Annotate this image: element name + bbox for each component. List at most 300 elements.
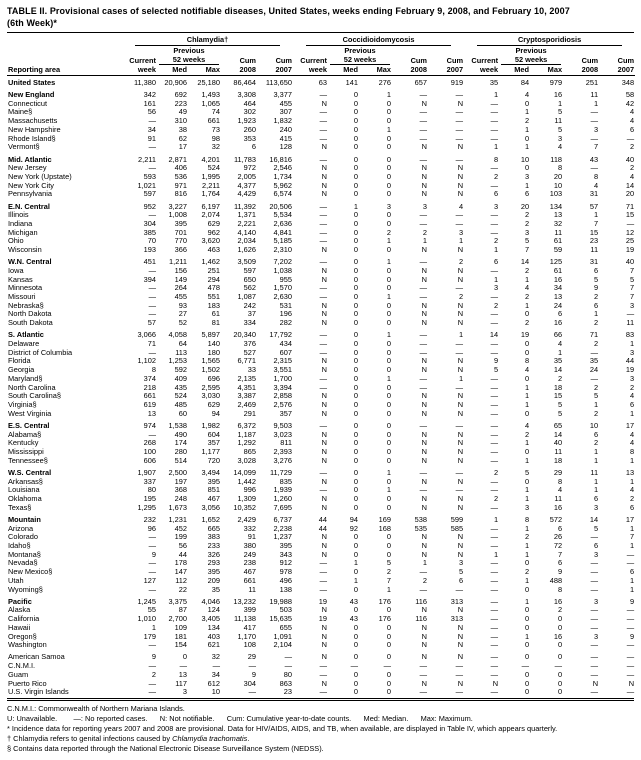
value-cell: 865: [243, 447, 256, 456]
value-cell: 1,038: [273, 265, 292, 275]
value-cell: N: [421, 678, 427, 688]
value-cell: 0: [386, 447, 391, 456]
value-cell: N: [457, 408, 464, 418]
value-cell: —: [148, 283, 156, 293]
value-cell: —: [490, 558, 499, 568]
page: [7, 6, 634, 754]
value-cell: 9: [493, 356, 499, 366]
value-cell: —: [490, 218, 499, 228]
value-cell: 260: [243, 124, 256, 134]
value-cell: 1,021: [137, 180, 156, 190]
value-cell: —: [319, 567, 327, 577]
value-cell: 14,099: [233, 467, 256, 477]
value-cell: —: [626, 687, 635, 697]
value-cell: 409: [174, 373, 187, 383]
value-cell: 15,635: [269, 614, 292, 624]
value-cell: 2: [524, 210, 530, 220]
value-cell: 0: [353, 116, 358, 126]
value-cell: 1: [524, 631, 530, 641]
value-cell: 44: [318, 514, 327, 524]
value-cell: 2: [524, 318, 530, 328]
value-cell: —: [419, 661, 427, 671]
value-cell: N: [421, 391, 427, 401]
value-cell: 0: [386, 408, 391, 418]
value-cell: 5: [557, 408, 563, 418]
value-cell: 0: [353, 678, 358, 688]
cum-2008-header: 2008: [563, 65, 599, 76]
value-cell: 3: [386, 201, 391, 211]
value-cell: N: [457, 447, 464, 456]
value-cell: 35: [553, 356, 563, 366]
value-cell: 32: [211, 142, 220, 152]
value-cell: 93: [178, 300, 187, 310]
reporting-area-cell: Vermont§: [8, 142, 40, 152]
value-cell: 503: [279, 605, 292, 615]
value-cell: 1,260: [273, 494, 292, 504]
value-cell: 0: [353, 154, 358, 164]
value-cell: 0: [353, 455, 358, 465]
value-cell: 20: [520, 201, 530, 211]
value-cell: 26: [553, 532, 563, 542]
value-cell: 4: [524, 365, 530, 375]
value-cell: 0: [353, 476, 358, 486]
value-cell: 1: [629, 455, 635, 465]
value-cell: 3,494: [201, 467, 220, 477]
value-cell: 2: [524, 292, 530, 302]
value-cell: 0: [353, 133, 358, 143]
value-cell: 4: [629, 171, 635, 181]
cum-2007-header: 2007: [257, 65, 293, 76]
value-cell: 116: [415, 614, 427, 624]
value-cell: 0: [353, 467, 358, 477]
value-cell: —: [490, 339, 499, 349]
value-cell: 1: [629, 584, 635, 594]
value-cell: 44: [318, 523, 327, 533]
value-cell: 1,371: [237, 210, 256, 220]
value-cell: 0: [353, 180, 358, 190]
value-cell: 15: [589, 227, 599, 237]
value-cell: 35: [489, 77, 499, 87]
value-cell: 0: [557, 622, 563, 632]
value-cell: 337: [143, 476, 156, 486]
value-cell: —: [490, 180, 499, 190]
value-cell: 2: [524, 265, 530, 275]
value-cell: 280: [174, 447, 187, 456]
value-cell: 592: [174, 365, 187, 375]
cum-label: Cum: [617, 56, 635, 66]
value-cell: 0: [353, 292, 358, 302]
value-cell: N: [421, 189, 427, 199]
value-cell: —: [455, 90, 464, 100]
value-cell: —: [590, 347, 599, 357]
value-cell: 169: [378, 514, 391, 524]
value-cell: 5,897: [201, 330, 220, 340]
cum-2007-header: 2007: [428, 65, 464, 76]
value-cell: —: [148, 116, 156, 126]
value-cell: 0: [353, 408, 358, 418]
spacer: [122, 46, 157, 55]
reporting-area-cell: Louisiana: [8, 485, 40, 495]
value-cell: 0: [353, 567, 358, 577]
value-cell: 4,429: [237, 189, 256, 199]
value-cell: N: [421, 98, 427, 108]
value-cell: 13: [147, 408, 156, 418]
value-cell: 19: [318, 614, 327, 624]
value-cell: —: [455, 210, 464, 220]
value-cell: —: [490, 614, 499, 624]
value-cell: —: [626, 605, 635, 615]
value-cell: N: [321, 180, 327, 190]
value-cell: 5: [524, 467, 530, 477]
value-cell: 326: [207, 549, 220, 559]
value-cell: —: [455, 339, 464, 349]
value-cell: —: [490, 420, 499, 430]
value-cell: N: [457, 476, 464, 486]
value-cell: 23: [283, 687, 292, 697]
value-cell: N: [421, 429, 427, 439]
value-cell: 455: [174, 292, 187, 302]
reporting-area-cell: Missouri: [8, 292, 36, 302]
value-cell: 11: [590, 245, 599, 255]
reporting-area-cell: Michigan: [8, 227, 38, 237]
value-cell: 2: [493, 171, 499, 181]
value-cell: 0: [386, 339, 391, 349]
value-cell: 2: [557, 605, 563, 615]
value-cell: 0: [386, 133, 391, 143]
value-cell: 1: [593, 447, 599, 456]
value-cell: —: [590, 605, 599, 615]
value-cell: 1,170: [237, 631, 256, 641]
value-cell: 3,030: [201, 391, 220, 401]
value-cell: 6: [593, 265, 599, 275]
value-cell: N: [421, 408, 427, 418]
value-cell: N: [421, 142, 427, 152]
value-cell: 2: [629, 494, 635, 504]
value-cell: 0: [386, 476, 391, 486]
value-cell: 463: [207, 245, 220, 255]
value-cell: 64: [178, 339, 187, 349]
value-cell: 94: [211, 408, 220, 418]
value-cell: 9: [593, 283, 599, 293]
value-cell: 0: [386, 98, 391, 108]
value-cell: 174: [174, 438, 187, 448]
value-cell: 1: [629, 523, 635, 533]
value-cell: 72: [553, 541, 563, 551]
value-cell: —: [148, 678, 156, 688]
value-cell: 66: [553, 330, 563, 340]
value-cell: 451: [143, 257, 156, 267]
value-cell: 24: [589, 365, 599, 375]
value-cell: 0: [386, 391, 391, 401]
value-cell: 22: [178, 584, 187, 594]
value-cell: 1: [458, 373, 464, 383]
value-cell: 40: [625, 257, 635, 267]
reporting-area-cell: American Samoa: [8, 652, 65, 662]
value-cell: 11: [626, 318, 635, 328]
value-cell: —: [319, 373, 327, 383]
value-cell: 0: [524, 476, 530, 486]
value-cell: 655: [279, 622, 292, 632]
value-cell: 0: [524, 678, 530, 688]
value-cell: 0: [353, 687, 358, 697]
reporting-area-cell: Arkansas§: [8, 476, 43, 486]
value-cell: 3: [629, 300, 635, 310]
value-cell: N: [321, 502, 327, 512]
value-cell: 1,652: [201, 514, 220, 524]
value-cell: N: [457, 318, 464, 328]
value-cell: —: [319, 292, 327, 302]
value-cell: 179: [143, 631, 156, 641]
value-cell: N: [321, 163, 327, 173]
value-cell: 1: [493, 245, 499, 255]
value-cell: 2,104: [273, 640, 292, 650]
value-cell: 3,377: [273, 90, 292, 100]
value-cell: N: [457, 455, 464, 465]
reporting-area-cell: Alabama§: [8, 429, 42, 439]
value-cell: 1: [629, 408, 635, 418]
value-cell: 0: [353, 347, 358, 357]
value-cell: N: [457, 142, 464, 152]
value-cell: 44: [178, 549, 187, 559]
value-cell: 1,995: [201, 171, 220, 181]
value-cell: 8: [557, 584, 563, 594]
value-cell: 0: [524, 652, 530, 662]
value-cell: —: [455, 124, 464, 134]
value-cell: —: [490, 116, 499, 126]
reporting-area-cell: Idaho§: [8, 541, 31, 551]
value-cell: 0: [386, 429, 391, 439]
value-cell: 395: [207, 567, 220, 577]
value-cell: —: [490, 567, 499, 577]
value-cell: 629: [207, 218, 220, 228]
value-cell: —: [626, 640, 635, 650]
value-cell: 996: [243, 485, 256, 495]
value-cell: 4: [458, 201, 464, 211]
value-cell: N: [457, 678, 464, 688]
value-cell: —: [626, 614, 635, 624]
value-cell: 56: [178, 541, 187, 551]
value-cell: 0: [524, 163, 530, 173]
value-cell: 29: [247, 652, 256, 662]
value-cell: 248: [174, 494, 187, 504]
value-cell: —: [319, 90, 327, 100]
value-cell: N: [321, 98, 327, 108]
value-cell: —: [590, 163, 599, 173]
value-cell: 2: [524, 532, 530, 542]
value-cell: 4: [557, 485, 563, 495]
value-cell: 42: [625, 98, 635, 108]
reporting-area-cell: E.S. Central: [8, 420, 50, 430]
value-cell: 62: [178, 133, 187, 143]
notifiable-diseases-table: [7, 35, 635, 697]
value-cell: —: [319, 420, 327, 430]
value-cell: N: [457, 356, 464, 366]
value-cell: 233: [207, 541, 220, 551]
value-cell: N: [321, 605, 327, 615]
value-cell: 2: [593, 438, 599, 448]
value-cell: 1: [386, 584, 391, 594]
value-cell: 0: [353, 549, 358, 559]
table-row: [7, 246, 635, 255]
value-cell: 514: [174, 455, 187, 465]
value-cell: 0: [557, 678, 563, 688]
value-cell: —: [148, 300, 156, 310]
value-cell: —: [455, 687, 464, 697]
value-cell: 14: [489, 330, 499, 340]
value-cell: 2,546: [273, 163, 292, 173]
value-cell: 27: [178, 309, 187, 319]
value-cell: N: [421, 447, 427, 456]
value-cell: —: [319, 124, 327, 134]
value-cell: 73: [211, 124, 220, 134]
reporting-area-cell: New York (Upstate): [8, 171, 72, 181]
value-cell: —: [490, 292, 499, 302]
value-cell: —: [490, 265, 499, 275]
value-cell: —: [319, 467, 327, 477]
value-cell: —: [590, 373, 599, 383]
value-cell: N: [457, 189, 464, 199]
value-cell: 4: [557, 142, 563, 152]
value-cell: 10: [211, 687, 220, 697]
value-cell: 0: [386, 532, 391, 542]
value-cell: 1: [458, 236, 464, 246]
value-cell: 134: [549, 201, 563, 211]
value-cell: N: [421, 622, 427, 632]
value-cell: 112: [175, 575, 187, 585]
value-cell: 434: [279, 339, 292, 349]
value-cell: —: [350, 661, 358, 671]
value-cell: 1: [524, 382, 530, 392]
value-cell: 0: [386, 494, 391, 504]
value-cell: 43: [589, 154, 599, 164]
value-cell: 3,308: [237, 90, 256, 100]
value-cell: 1: [386, 292, 391, 302]
value-cell: —: [590, 640, 599, 650]
reporting-area-cell: Delaware: [8, 339, 40, 349]
reporting-area-cell: Kentucky: [8, 438, 39, 448]
value-cell: —: [490, 210, 499, 220]
value-cell: 1,673: [168, 502, 187, 512]
value-cell: 0: [353, 631, 358, 641]
value-cell: 1: [524, 300, 530, 310]
value-cell: —: [521, 661, 530, 671]
value-cell: 24: [553, 300, 563, 310]
spacer: [563, 46, 599, 55]
value-cell: 34: [553, 283, 563, 293]
value-cell: N: [457, 180, 464, 190]
value-cell: 1: [493, 274, 499, 284]
value-cell: 10: [589, 420, 599, 430]
value-cell: 11: [554, 447, 563, 456]
table-row: [7, 319, 635, 328]
value-cell: 0: [524, 339, 530, 349]
value-cell: 55: [147, 605, 156, 615]
value-cell: 1,626: [237, 245, 256, 255]
table-row: [7, 418, 635, 430]
value-cell: —: [490, 584, 499, 594]
value-cell: 0: [353, 171, 358, 181]
reporting-area-cell: Oklahoma: [8, 494, 42, 504]
value-cell: 20,506: [269, 201, 292, 211]
value-cell: 17,792: [269, 330, 292, 340]
value-cell: N: [457, 549, 464, 559]
value-cell: 0: [557, 687, 563, 697]
value-cell: 357: [207, 438, 220, 448]
value-cell: N: [321, 265, 327, 275]
value-cell: —: [148, 640, 156, 650]
value-cell: —: [455, 669, 464, 679]
value-cell: 17: [625, 420, 635, 430]
value-cell: N: [421, 476, 427, 486]
value-cell: N: [321, 438, 327, 448]
value-cell: 0: [353, 652, 358, 662]
value-cell: 406: [174, 163, 187, 173]
value-cell: —: [455, 382, 464, 392]
value-cell: 80: [147, 485, 156, 495]
value-cell: 0: [353, 532, 358, 542]
table-row: [7, 143, 635, 152]
value-cell: 1: [524, 274, 530, 284]
reporting-area-cell: Colorado: [8, 532, 38, 542]
value-cell: 357: [279, 408, 292, 418]
med-header: Med: [499, 65, 530, 76]
value-cell: —: [419, 257, 427, 267]
value-cell: —: [490, 347, 499, 357]
value-cell: N: [457, 640, 464, 650]
value-cell: 32: [211, 652, 220, 662]
value-cell: —: [455, 218, 464, 228]
value-cell: 1,087: [237, 292, 256, 302]
value-cell: N: [457, 163, 464, 173]
value-cell: 81: [211, 318, 220, 328]
reporting-area-cell: District of Columbia: [8, 347, 73, 357]
value-cell: 1,538: [168, 420, 187, 430]
value-cell: N: [421, 494, 427, 504]
cum-label: Cum: [239, 56, 256, 66]
value-cell: 3: [493, 283, 499, 293]
value-cell: 0: [386, 283, 391, 293]
value-cell: 1,502: [201, 365, 220, 375]
value-cell: —: [319, 575, 327, 585]
table-row: [7, 465, 635, 477]
value-cell: 527: [243, 347, 256, 357]
value-cell: 5: [524, 236, 530, 246]
value-cell: —: [490, 631, 499, 641]
value-cell: 31: [589, 257, 599, 267]
reporting-area-cell: Pacific: [8, 596, 32, 606]
value-cell: N: [321, 494, 327, 504]
value-cell: 536: [174, 171, 187, 181]
value-cell: 196: [279, 309, 292, 319]
value-cell: 720: [207, 455, 220, 465]
value-cell: —: [419, 420, 427, 430]
value-cell: 1,565: [201, 356, 220, 366]
value-cell: 851: [207, 485, 220, 495]
value-cell: 0: [386, 154, 391, 164]
value-cell: —: [148, 210, 156, 220]
value-cell: —: [148, 661, 156, 671]
value-cell: 2,310: [273, 245, 292, 255]
value-cell: 193: [143, 245, 156, 255]
value-cell: 3: [629, 373, 635, 383]
value-cell: 2,700: [168, 614, 187, 624]
value-cell: N: [457, 502, 464, 512]
value-cell: 6: [557, 523, 563, 533]
value-cell: —: [419, 339, 427, 349]
value-cell: 3: [629, 347, 635, 357]
value-cell: 74: [211, 107, 220, 117]
cum-label: Cum: [446, 56, 464, 66]
